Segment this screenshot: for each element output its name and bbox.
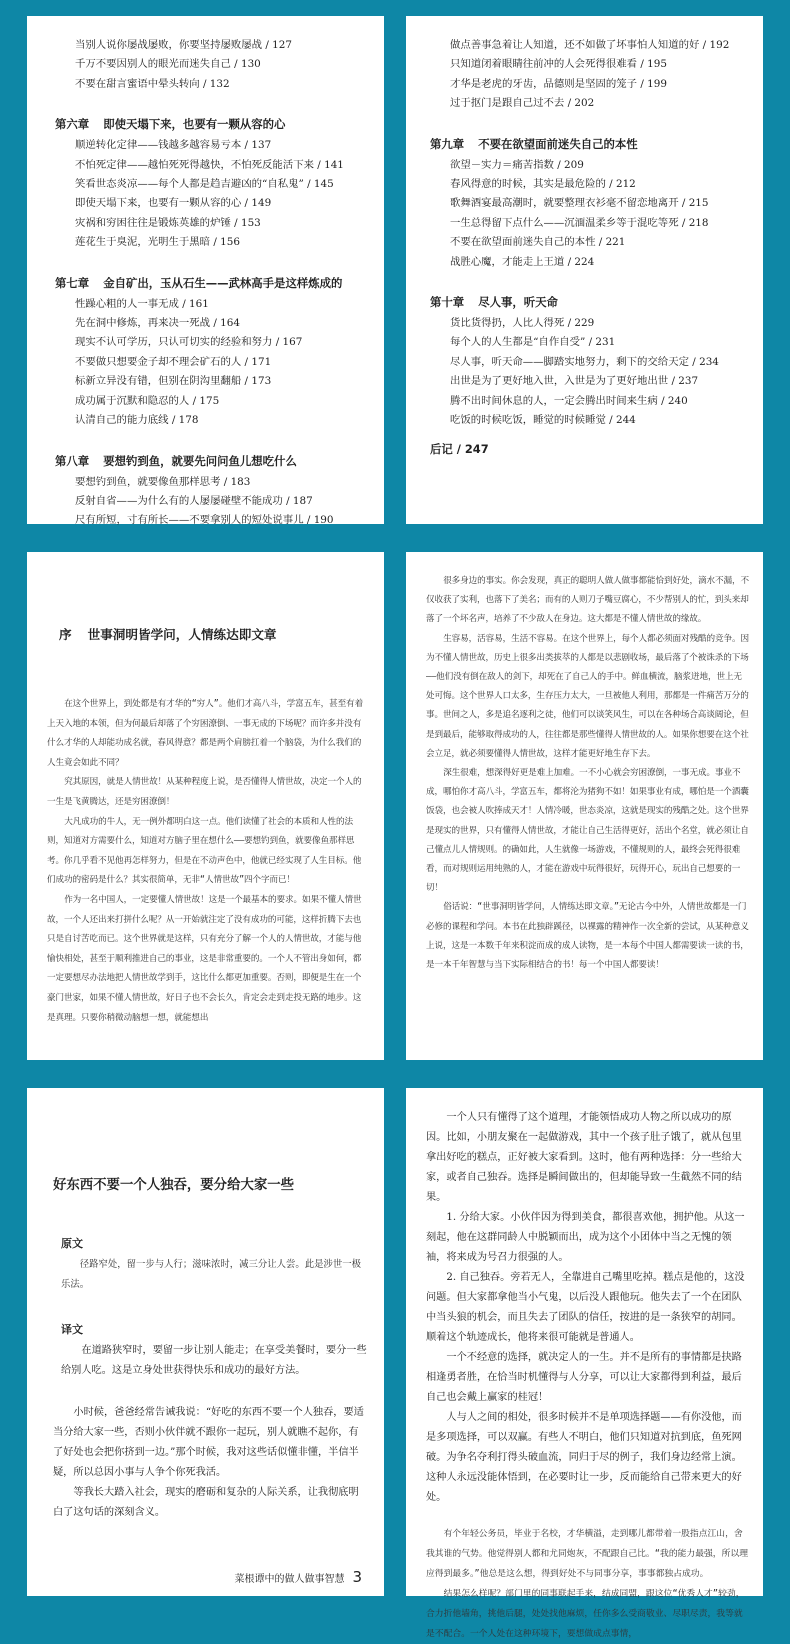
essay-paragraph: 一个人只有懂得了这个道理，才能领悟成功人物之所以成功的原因。比如，小朋友聚在一起做游戏，其中一个孩子肚子饿了，就从包里拿出好吃的糕点，正好被大家看到。这时，他有两种选择：分一些给大家，或者自己独吞。选择是瞬间做出的，但却能导致一生截然不同的结果。 [426, 1112, 742, 1203]
toc-item: 每个人的人生都是“自作自受” / 231 [450, 336, 616, 349]
toc-item: 出世是为了更好地入世，入世是为了更好地出世 / 237 [450, 375, 699, 388]
essay-paragraph: 结果怎么样呢？部门里的同事联起手来，结成同盟，跟这位“优秀人才”较劲，合力折他墙角，挑他后腿，处处找他麻烦，任你多么受商敬业、尽职尽责，我等就是不配合。一个人处在这种环境下，要想做成点事情， [426, 1589, 745, 1639]
preface-paragraph: 大凡成功的牛人，无一例外都明白这一点。他们读懂了社会的本质和人性的法则，知道对方需要什么，知道对方脑子里在想什么——要想钓到鱼，就要像鱼那样思考。你几乎看不见他再怎样努力，但是在不动声色中，他就已经实现了人生目标。他们成功的密码是什么？其实很简单，无非“人情世故”四个字而已！ [47, 816, 362, 886]
toc-item: 尽人事，听天命——脚踏实地努力，剩下的交给天定 / 234 [450, 355, 719, 368]
toc-item: 做点善事急着让人知道，还不如做了坏事怕人知道的好 / 192 [450, 39, 730, 51]
essay-body [53, 1403, 368, 1523]
toc-item: 即使天塌下来，也要有一颗从容的心 / 149 [75, 197, 272, 210]
toc-item: 不怕死定律——越怕死死得越快，不怕死反能活下来 / 141 [75, 158, 344, 171]
chapter-heading: 第十章 尽人事，听天命 [430, 295, 558, 310]
chapter-heading: 第八章 要想钓到鱼，就要先问问鱼儿想吃什么 [55, 453, 297, 468]
essay-continued-page [406, 1088, 763, 1639]
chapter-heading: 第九章 不要在欲望面前迷失自己的本性 [430, 136, 638, 151]
toc-item: 春风得意的时候，其实是最危险的 / 212 [450, 178, 636, 191]
toc-item: 千万不要因别人的眼光而迷失自己 / 130 [75, 58, 261, 71]
preface-paragraph: 深生很难，想深得好更是难上加难。一不小心就会穷困潦倒，一事无成。事业不成，哪怕你才高八斗，学富五车，都将沦为猪狗不如！如果事业有成，哪怕是一个酒囊饭袋，也会被人吹捧成天才！人情冷暖，世态炎凉，这就是现实的残酷之处。这个世界是现实的世界，只有懂得人情世故，才能让自己生活得更好，活出个名堂，就必须让自己懂点儿人情规则。的确如此，人生就像一场游戏，不懂规则的人，最终会死得很难看，而对规则运用纯熟的人，才能在游戏中玩得很好，玩得开心，玩出自己想要的一切！ [426, 768, 749, 894]
toc-item: 先在洞中修炼，再来决一死战 / 164 [75, 317, 241, 330]
toc-item: 笑看世态炎凉——每个人都是趋吉避凶的“自私鬼” / 145 [75, 178, 334, 191]
preface-paragraph: 究其原因，就是人情世故！从某种程度上说，是否懂得人情世故，决定一个人的一生是飞黄腾达，还是穷困潦倒！ [47, 777, 362, 807]
translation-label: 译文 [61, 1323, 83, 1336]
toc-page-right [406, 16, 763, 524]
toc-item: 一生总得留下点什么——沉湎温柔乡等于混吃等死 / 218 [450, 216, 709, 229]
toc-item: 反射自省——为什么有的人屡屡碰壁不能成功 / 187 [75, 494, 313, 507]
toc-page-left [27, 16, 384, 527]
chapter-heading: 第七章 金自矿出，玉从石生——武林高手是这样炼成的 [55, 275, 343, 290]
chapter-items [55, 295, 370, 431]
preface-title: 序 世事洞明皆学问，人情练达即文章 [59, 627, 277, 642]
chapter-items [55, 473, 370, 531]
toc-item: 货比货得扔，人比人得死 / 229 [450, 317, 595, 330]
toc-item: 才华是老虎的牙齿，品德则是坚固的笼子 / 199 [450, 77, 667, 90]
translation-text: 在道路狭窄时，要留一步让别人能走；在享受美餐时，要分一些给别人吃。这是立身处世获得快乐和成功的最好方法。 [61, 1345, 367, 1376]
original-text: 径路窄处，留一步与人行；滋味浓时，减三分让人尝。此是涉世一极乐法。 [61, 1259, 362, 1290]
toc-item: 欲望－实力＝痛苦指数 / 209 [450, 158, 584, 171]
toc-top-items [430, 36, 753, 114]
toc-item: 尺有所短，寸有所长——不要拿别人的短处说事儿 / 190 [75, 514, 334, 527]
toc-item: 不要做只想要金子却不理会矿石的人 / 171 [75, 355, 272, 368]
toc-item: 成功属于沉默和隐忍的人 / 175 [75, 394, 220, 407]
afterword-entry: 后记 / 247 [430, 441, 489, 456]
toc-item: 腾不出时间休息的人，一定会腾出时间来生病 / 240 [450, 394, 688, 407]
chapter-items [55, 136, 370, 252]
toc-item: 不要在欲望面前迷失自己的本性 / 221 [450, 236, 626, 249]
toc-item: 灾祸和穷困往往是锻炼英雄的炉锤 / 153 [75, 216, 261, 229]
preface-page [27, 552, 384, 1060]
toc-item: 认清自己的能力底线 / 178 [75, 414, 199, 427]
essay-body [426, 1108, 751, 1644]
essay-paragraph: 一个不经意的选择，就决定人的一生。并不是所有的事情都是抉路相逢勇者胜，在恰当时机懂得与人分享，可以让大家都得到利益，最后自己也会戴上赢家的桂冠！ [426, 1352, 742, 1403]
essay-title: 好东西不要一个人独吞，要分给大家一些 [53, 1178, 295, 1193]
toc-item: 不要在甜言蜜语中晕头转向 / 132 [75, 77, 230, 90]
page-footer [234, 1568, 362, 1586]
chapter-heading: 第六章 即使天塌下来，也要有一颗从容的心 [55, 117, 286, 132]
toc-item: 性躁心粗的人一事无成 / 161 [75, 297, 209, 310]
toc-item: 吃饭的时候吃饭，睡觉的时候睡觉 / 244 [450, 414, 636, 427]
toc-item: 歌舞酒宴最高潮时，就要整理衣衫毫不留恋地离开 / 215 [450, 197, 709, 210]
toc-item: 过于抠门是跟自己过不去 / 202 [450, 97, 595, 110]
preface-paragraph: 作为一名中国人，一定要懂人情世故！这是一个最基本的要求。如果不懂人情世故，一个人还出来打拼什么呢？从一开始就注定了没有成功的可能，这样折腾下去也只是自讨苦吃而已。这个世界就是这样，只有充分了解一个人的人情世故，才能与他愉快相处，甚至于顺利推进自己的事业，这是非常重要的。一个人不管出身如何，都一定要想尽办法地把人情世故学到手，这比什么都更加重要。否则，即便是生在一个豪门世家，如果不懂人情世故，好日子也不会长久，肯定会走到走投无路的地步。这是真理。只要你稍微动脑想一想，就能想出 [47, 894, 362, 1023]
toc-item: 当别人说你屡战屡败，你要坚持屡败屡战 / 127 [75, 39, 292, 51]
toc-item: 只知道闭着眼睛往前冲的人会死得很难看 / 195 [450, 58, 667, 71]
essay-paragraph: 小时候，爸爸经常告诫我说：“好吃的东西不要一个人独吞，要适当分给大家一些，否则小伙伴就不跟你一起玩，别人就瞧不起你，有了好处也会把你挤到一边。”那个时候，我对这些话似懂非懂，半信半疑，所以总因小事与人争个你死我活。 [53, 1407, 364, 1478]
toc-item: 标新立异没有错，但别在阴沟里翻船 / 173 [75, 375, 272, 388]
preface-paragraph: 俗话说：“世事洞明皆学问，人情练达即文章。”无论古今中外，人情世故都是一门必修的课程和学问。本书在此独辟蹊径，以裸露的精神作一次全新的尝试，从某种意义上说，这是一本数千年来积淀而成的成人读物，是一本每个中国人都需要读一读的书，是一本千年智慧与当下实际相结合的书！每一个中国人都要读！ [426, 902, 749, 971]
toc-item: 莲花生于臭泥，光明生于黑暗 / 156 [75, 236, 241, 249]
preface-continued-page [406, 552, 763, 1060]
page-number: 3 [352, 1568, 362, 1586]
toc-item: 战胜心魔，才能走上王道 / 224 [450, 255, 595, 268]
essay-paragraph: 1. 分给大家。小伙伴因为得到美食，都很喜欢他，拥护他。从这一刻起，他在这群同龄人中脱颖而出，成为这个小团体中当之无愧的领袖，将来成为号召力很强的人。 [426, 1212, 745, 1263]
essay-page [27, 1088, 384, 1596]
book-title: 菜根谭中的做人做事智慧 [234, 1574, 345, 1585]
toc-top-items [55, 36, 370, 94]
essay-paragraph: 人与人之间的相处，很多时候并不是单项选择题——有你没他，而是多项选择，可以双赢。有些人不明白，他们只知道对抗到底，鱼死网破。为争名夺利打得头破血流，同归于尽的例子，我们身边经常上演。这种人永远没能体悟到，在必要时让一步，反而能给自己带来更大的好处。 [426, 1412, 742, 1503]
essay-paragraph: 2. 自己独吞。旁若无人，全靠进自己嘴里吃掉。糕点是他的，这没问题。但大家都拿他当小气鬼，以后没人跟他玩。他失去了一个在团队中当头狼的机会，而且失去了团队的信任，按进的是一条狭窄的胡同。顺着这个轨迹成长，他将来很可能就是普通人。 [426, 1272, 745, 1343]
essay-paragraph: 有个年轻公务员，毕业于名校，才华横溢，走到哪儿都带着一股指点江山，舍我其谁的气势。他觉得别人都和尤同炮灰，不配跟自己比。“我的能力最强，所以理应得到最多。”他总是这么想，得到好处不与同事分享，事事都独占成功。 [426, 1529, 748, 1579]
toc-item: 现实不认可学历，只认可切实的经验和努力 / 167 [75, 336, 303, 349]
toc-item: 要想钓到鱼，就要像鱼那样思考 / 183 [75, 475, 251, 488]
preface-paragraph: 生容易，活容易，生活不容易。在这个世界上，每个人都必须面对残酷的竞争。因为不懂人情世故，历史上很多出类拔萃的人都是以悲剧收场，最后落了个被诛杀的下场——他们没有倒在敌人的剑下，却死在了自己人的手中。鲜血横流，脑浆迸地，世上无处可悔。这个世界人口太多，生存压力太大，一旦被他人利用，那都是一件痛苦万分的事。世间之人，多是追名逐利之徒，他们可以谈笑风生，可以在各种场合高谈阔论，但是到最后，能够取得成功的人，往往都是那些懂得人情世故的人。如果你想要在这个社会立足，就必须要懂得人情世故，这样才能更好地生存下去。 [426, 633, 749, 759]
original-text-label: 原文 [61, 1237, 83, 1250]
essay-paragraph: 等我长大踏入社会，现实的磨砺和复杂的人际关系，让我彻底明白了这句话的深刻含义。 [53, 1487, 359, 1518]
preface-paragraph: 在这个世界上，到处都是有才华的“穷人”。他们才高八斗，学富五车，甚至有着上天入地的本领，但为何最后却落了个穷困潦倒、一事无成的下场呢？而许多并没有什么才华的人却能功成名就，春风得意？都是两个肩膀扛着一个脑袋，为什么我们的人生竟会如此不同？ [47, 699, 364, 768]
toc-item: 顺逆转化定律——钱越多越容易亏本 / 137 [75, 139, 272, 152]
preface-paragraph: 很多身边的事实。你会发现，真正的聪明人做人做事都能恰到好处，滴水不漏，不仅收获了实利，也落下了美名；而有的人则刀子嘴豆腐心，不少帮别人的忙，到头来却落了一个坏名声，培养了不少敌人在身边。这大都是不懂人情世故的缘故。 [426, 576, 749, 625]
chapter-items [430, 314, 753, 430]
chapter-items [430, 156, 753, 272]
